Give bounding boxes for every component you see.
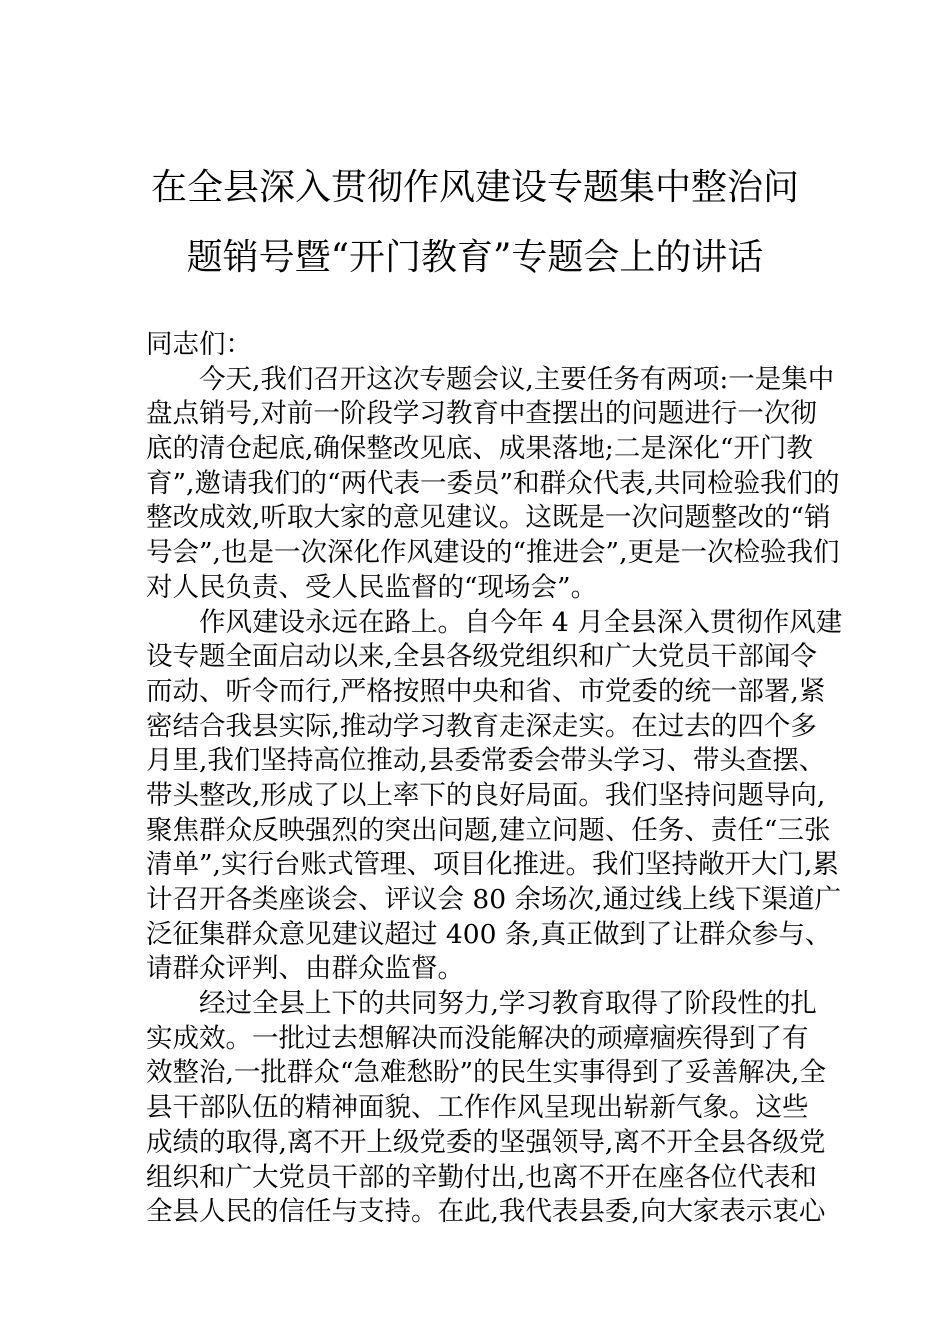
text-line: 效整治,一批群众“急难愁盼”的民生实事得到了妥善解决,全 [146,1057,826,1089]
text-line: 县干部队伍的精神面貌、工作作风呈现出崭新气象。这些 [146,1092,809,1124]
text-line: 带头整改,形成了以上率下的良好局面。我们坚持问题导向, [146,779,826,811]
paragraph [146,606,843,988]
text-line: 育”,邀请我们的“两代表一委员”和群众代表,共同检验我们的 [146,467,840,499]
text-line: 号会”,也是一次深化作风建设的“推进会”,更是一次检验我们 [146,537,840,569]
document-title [0,153,950,293]
title-line: 题销号暨“开门教育”专题会上的讲话 [186,237,764,278]
text-line: 底的清仓起底,确保整改见底、成果落地;二是深化“开门教 [146,433,813,465]
text-line: 今天,我们召开这次专题会议,主要任务有两项:一是集中 [199,363,835,395]
text-line: 密结合我县实际,推动学习教育走深走实。在过去的四个多 [146,710,817,742]
title-line: 在全县深入贯彻作风建设专题集中整治问 [150,167,799,208]
text-line: 组织和广大党员干部的辛勤付出,也离不开在座各位代表和 [146,1161,817,1193]
text-line: 对人民负责、受人民监督的“现场会”。 [146,571,598,603]
text-line: 经过全县上下的共同努力,学习教育取得了阶段性的扎 [199,988,817,1020]
text-line: 清单”,实行台账式管理、项目化推进。我们坚持敞开大门,累 [146,849,839,881]
paragraph [146,987,826,1230]
text-line: 全县人民的信任与支持。在此,我代表县委,向大家表示衷心 [146,1196,826,1228]
text-line: 成绩的取得,离不开上级党委的坚强领导,离不开全县各级党 [146,1126,826,1158]
salutation: 同志们： [146,329,252,360]
paragraph [146,363,840,606]
text-line: 请群众评判、由群众监督。 [146,953,464,985]
text-line: 整改成效,听取大家的意见建议。这既是一次问题整改的“销 [146,502,831,534]
text-line: 设专题全面启动以来,全县各级党组织和广大党员干部闻令 [146,641,817,673]
text-line: 实成效。一批过去想解决而没能解决的顽瘴痼疾得到了有 [146,1022,809,1054]
text-line: 泛征集群众意见建议超过 400 条,真正做到了让群众参与、 [146,918,832,950]
text-line: 聚焦群众反映强烈的突出问题,建立问题、任务、责任“三张 [146,814,831,846]
text-line: 计召开各类座谈会、评议会 80 余场次,通过线上线下渠道广 [146,884,841,915]
text-line: 作风建设永远在路上。自今年 4 月全县深入贯彻作风建 [199,606,843,638]
document-body [146,328,843,1230]
text-line: 而动、听令而行,严格按照中央和省、市党委的统一部署,紧 [146,675,826,707]
text-line: 盘点销号,对前一阶段学习教育中查摆出的问题进行一次彻 [146,398,817,430]
text-line: 月里,我们坚持高位推动,县委常委会带头学习、带头查摆、 [146,745,826,777]
